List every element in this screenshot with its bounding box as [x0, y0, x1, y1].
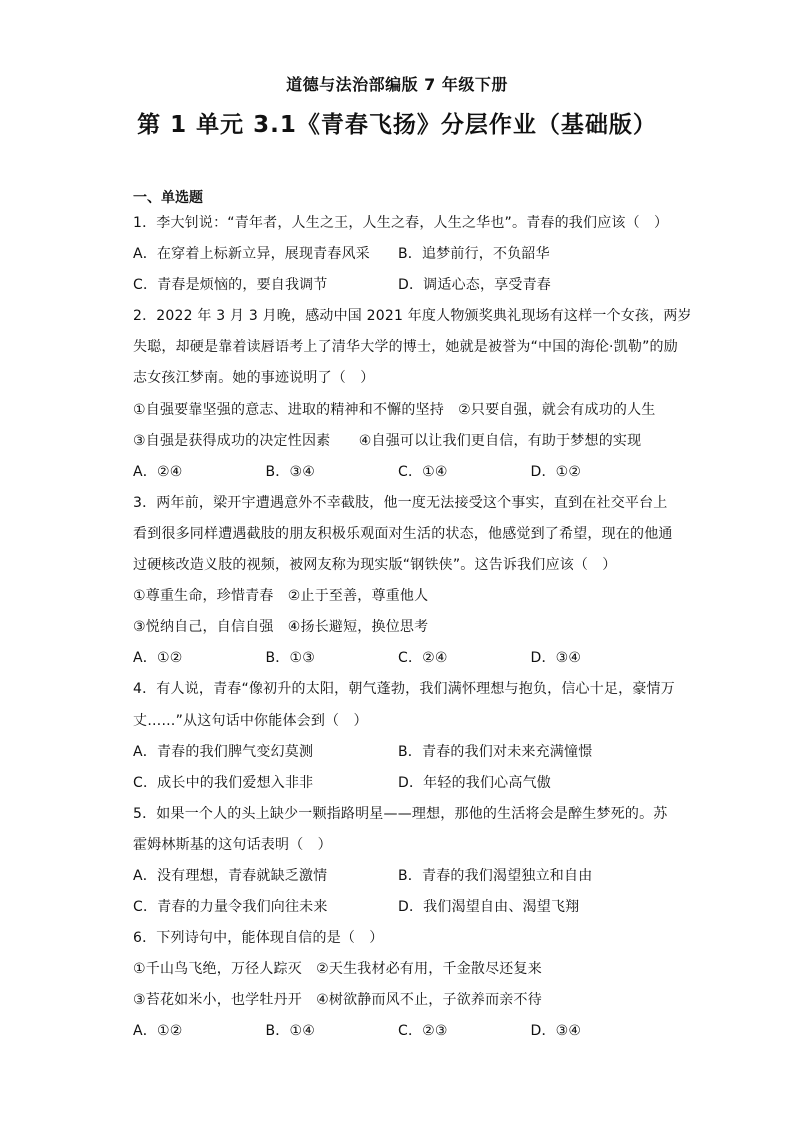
options-row — [133, 274, 663, 305]
options-row — [133, 865, 663, 896]
options-row — [133, 647, 663, 678]
option-c: C．青春是烦恼的，要自我调节 — [133, 277, 328, 294]
option-c: C．①④ — [398, 463, 448, 480]
option-b: B．③④ — [265, 463, 316, 480]
question-stem: 志女孩江梦南。她的事迹说明了（ ） — [133, 370, 375, 387]
question-5 — [133, 803, 668, 927]
option-a: A．没有理想，青春就缺乏激情 — [133, 867, 328, 884]
options-row — [133, 243, 663, 274]
statement-item: ③自强是获得成功的决定性因素 ④自强可以让我们更自信，有助于梦想的实现 — [133, 432, 642, 449]
question-stem: 2．2022 年 3 月 3 月晚，感动中国 2021 年度人物颁奖典礼现场有这样一个女孩，两岁 — [133, 308, 692, 325]
question-4 — [133, 678, 675, 802]
question-2 — [133, 305, 692, 492]
option-a: A．①② — [133, 650, 183, 667]
question-stem: 霍姆林斯基的这句话表明（ ） — [133, 836, 332, 853]
options-row — [133, 772, 663, 803]
options-row — [133, 461, 663, 492]
option-d: D．我们渴望自由、渴望飞翔 — [398, 899, 580, 916]
question-3 — [133, 492, 673, 679]
option-a: A．①② — [133, 1023, 183, 1040]
option-d: D．③④ — [530, 1023, 582, 1040]
question-stem: 1．李大钊说：“青年者，人生之王，人生之春，人生之华也”。青春的我们应该（ ） — [133, 215, 669, 231]
statement-item: ①尊重生命，珍惜青春 ②止于至善，尊重他人 — [133, 588, 429, 605]
option-d: D．③④ — [530, 650, 582, 667]
option-d: D．调适心态，享受青春 — [398, 277, 551, 294]
question-1 — [133, 212, 669, 305]
option-c: C．青春的力量令我们向往未来 — [133, 899, 328, 916]
document-title: 第 1 单元 3.1《青春飞扬》分层作业（基础版） — [137, 112, 657, 138]
option-d: D．年轻的我们心高气傲 — [398, 774, 551, 791]
question-stem: 4．有人说，青春“像初升的太阳，朝气蓬勃，我们满怀理想与抱负，信心十足，豪情万 — [133, 681, 675, 698]
section-heading: 一、单选题 — [133, 190, 203, 206]
question-stem: 丈……”从这句话中你能体会到（ ） — [133, 712, 368, 729]
question-stem: 失聪，却硬是靠着读唇语考上了清华大学的博士，她就是被誉为“中国的海伦·凯勒”的励 — [133, 339, 678, 356]
option-c: C．成长中的我们爱想入非非 — [133, 774, 314, 791]
question-stem: 过硬核改造义肢的视频，被网友称为现实版“钢铁侠”。这告诉我们应该（ ） — [133, 557, 617, 574]
statement-item: ③悦纳自己，自信自强 ④扬长避短，换位思考 — [133, 619, 429, 636]
option-a: A．在穿着上标新立异，展现青春风采 — [133, 246, 370, 263]
options-row — [133, 741, 663, 772]
option-a: A．②④ — [133, 463, 183, 480]
option-d: D．①② — [530, 463, 582, 480]
option-c: C．②④ — [398, 650, 448, 667]
question-stem: 6．下列诗句中，能体现自信的是（ ） — [133, 930, 384, 947]
option-b: B．①④ — [265, 1023, 316, 1040]
option-b: B．青春的我们渴望独立和自由 — [398, 867, 593, 884]
statement-item: ①自强要靠坚强的意志、进取的精神和不懈的坚持 ②只要自强，就会有成功的人生 — [133, 401, 656, 418]
option-a: A．青春的我们脾气变幻莫测 — [133, 743, 314, 760]
option-c: C．②③ — [398, 1023, 448, 1040]
question-stem: 5．如果一个人的头上缺少一颗指路明星——理想，那他的生活将会是醉生梦死的。苏 — [133, 805, 668, 822]
statement-item: ①千山鸟飞绝，万径人踪灭 ②天生我材必有用，千金散尽还复来 — [133, 961, 542, 978]
option-b: B．①③ — [265, 650, 316, 667]
options-row — [133, 1020, 663, 1051]
question-6 — [133, 927, 663, 1051]
question-stem: 看到很多同样遭遇截肢的朋友积极乐观面对生活的状态，他感觉到了希望，现在的他通 — [133, 525, 673, 542]
options-row — [133, 896, 663, 927]
option-b: B．青春的我们对未来充满憧憬 — [398, 743, 593, 760]
question-list — [133, 212, 692, 1052]
document-subtitle: 道德与法治部编版 7 年级下册 — [286, 75, 508, 94]
statement-item: ③苔花如米小，也学牡丹开 ④树欲静而风不止，子欲养而亲不待 — [133, 992, 542, 1009]
option-b: B．追梦前行，不负韶华 — [398, 246, 550, 263]
question-stem: 3．两年前，梁开宇遭遇意外不幸截肢，他一度无法接受这个事实，直到在社交平台上 — [133, 494, 668, 511]
